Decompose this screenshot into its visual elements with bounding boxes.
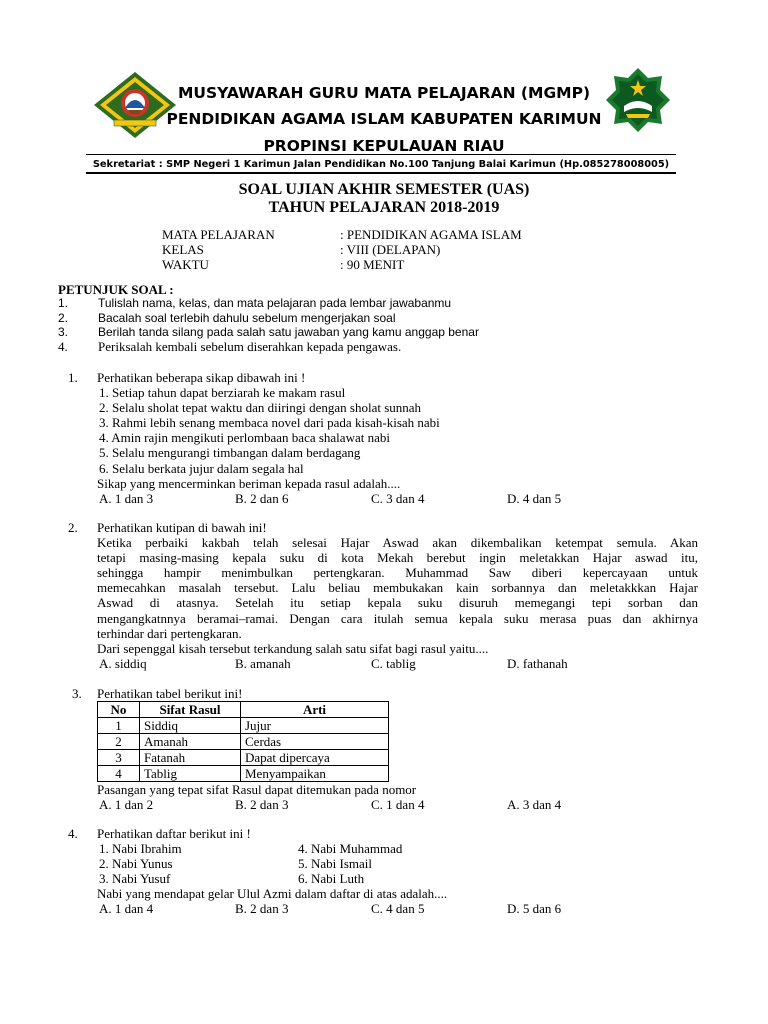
instruction-text: Periksalah kembali sebelum diserahkan kepada pengawas.	[98, 338, 402, 354]
option-c[interactable]: C. 1 dan 4	[371, 797, 425, 813]
question-stem	[68, 520, 698, 535]
passage-line: Ketika perbaiki kakbah telah selesai Hajar Aswad akan dikembalikan ketempat semula. Akan	[97, 535, 698, 551]
letterhead-line-3: PROPINSI KEPULAUAN RIAU	[263, 137, 505, 155]
option-a[interactable]: A. siddiq	[99, 655, 147, 671]
question-number: 2.	[68, 520, 78, 535]
answer-options	[68, 797, 643, 812]
table-row	[98, 766, 389, 782]
exam-info	[162, 227, 522, 272]
option-b[interactable]: B. amanah	[235, 655, 291, 671]
option-d[interactable]: D. fathanah	[507, 655, 568, 671]
question-text: Perhatikan beberapa sikap dibawah ini !	[97, 370, 306, 385]
prophet-item: 3. Nabi Yusuf	[99, 871, 171, 887]
list-item: 2. Selalu sholat tepat waktu dan diiringi dengan sholat sunnah	[99, 400, 422, 416]
prophet-item: 4. Nabi Muhammad	[298, 841, 403, 857]
table-row	[98, 734, 389, 750]
prophet-item: 1. Nabi Ibrahim	[99, 841, 182, 857]
list-item: 3. Rahmi lebih senang membaca novel dari pada kisah-kisah nabi	[99, 415, 440, 431]
question-text: Perhatikan kutipan di bawah ini!	[97, 520, 267, 535]
option-c[interactable]: C. 3 dan 4	[371, 490, 425, 506]
option-c[interactable]: C. tablig	[371, 655, 416, 671]
exam-title: SOAL UJIAN AKHIR SEMESTER (UAS)	[238, 181, 530, 198]
question-prompt: Sikap yang mencerminkan beriman kepada rasul adalah....	[97, 475, 401, 491]
passage-line: Aswad di atasnya. Setelah itu setiap kepala suku disuruh memegangi tepi sorban dan	[97, 595, 698, 611]
passage-line: tetapi masing-masing kepala suku di kota Mekah berebut ingin meletakkan Hajar aswad itu,	[97, 550, 698, 566]
prophet-item: 6. Nabi Luth	[298, 871, 365, 887]
option-b[interactable]: B. 2 dan 3	[235, 901, 289, 917]
table-cell: Cerdas	[241, 734, 389, 750]
option-a[interactable]: A. 1 dan 2	[99, 797, 154, 813]
question-prompt: Dari sepenggal kisah tersebut terkandung salah satu sifat bagi rasul yaitu....	[97, 640, 489, 656]
option-a[interactable]: A. 1 dan 4	[99, 901, 154, 917]
answer-options	[68, 491, 643, 506]
question-stem	[68, 370, 643, 385]
info-row	[162, 257, 522, 272]
passage-line: sehingga hampir menimbulkan pertengkaran. Muhammad Saw diberi kepercayaan untuk	[97, 565, 698, 581]
table-cell: Siddiq	[140, 718, 241, 734]
info-label: WAKTU	[162, 257, 209, 272]
list-item: 6. Selalu berkata jujur dalam segala hal	[99, 460, 304, 476]
question-stem	[68, 686, 643, 701]
question-text: Perhatikan daftar berikut ini !	[97, 826, 251, 841]
table-header: Arti	[241, 702, 389, 718]
instructions-list	[58, 296, 479, 354]
instruction-number: 2.	[58, 310, 69, 325]
question-prompt: Nabi yang mendapat gelar Ulul Azmi dalam daftar di atas adalah....	[97, 886, 448, 902]
option-a[interactable]: A. 1 dan 3	[99, 490, 154, 506]
sifat-rasul-table	[97, 701, 389, 782]
instructions-heading: PETUNJUK SOAL :	[58, 282, 174, 297]
letterhead	[0, 62, 768, 172]
instruction-item	[58, 296, 479, 311]
letterhead-line-2: PENDIDIKAN AGAMA ISLAM KABUPATEN KARIMUN	[166, 110, 602, 128]
question-2	[68, 520, 698, 671]
question-3	[68, 686, 643, 812]
question-stem	[68, 826, 643, 841]
table-cell: Fatanah	[140, 750, 241, 766]
passage-line: mengangkatnnya beramai–ramai. Dengan cara itulah semua kepala suku merasa puas dan akhirnya	[97, 610, 698, 626]
table-cell: 1	[98, 718, 140, 734]
info-value: : 90 MENIT	[340, 257, 405, 272]
table-header: Sifat Rasul	[140, 702, 241, 718]
question-number: 3.	[72, 686, 82, 701]
info-label: MATA PELAJARAN	[162, 227, 275, 242]
kabupaten-karimun-logo	[92, 70, 178, 140]
info-value: : VIII (DELAPAN)	[340, 242, 441, 257]
prophet-row	[68, 856, 643, 871]
table-header-row	[98, 702, 389, 718]
exam-year: TAHUN PELAJARAN 2018-2019	[268, 199, 500, 216]
instruction-text: Berilah tanda silang pada salah satu jawaban yang kamu anggap benar	[98, 325, 479, 339]
table-cell: Dapat dipercaya	[241, 750, 389, 766]
option-d[interactable]: D. 4 dan 5	[507, 490, 562, 506]
question-text: Perhatikan tabel berikut ini!	[97, 686, 243, 701]
table-row	[98, 718, 389, 734]
instruction-number: 1.	[58, 296, 69, 310]
option-b[interactable]: B. 2 dan 3	[235, 797, 289, 813]
table-cell: Tablig	[140, 766, 241, 782]
table-header: No	[98, 702, 140, 718]
instruction-number: 3.	[58, 325, 69, 339]
option-d[interactable]: A. 3 dan 4	[507, 797, 562, 813]
list-item: 5. Selalu mengurangi timbangan dalam berdagang	[99, 445, 361, 461]
prophet-row	[68, 871, 643, 886]
instruction-text: Tulislah nama, kelas, dan mata pelajaran pada lembar jawabanmu	[98, 296, 452, 310]
instruction-item	[58, 311, 479, 326]
prophet-row	[68, 841, 643, 856]
info-row	[162, 227, 522, 242]
table-cell: 4	[98, 766, 140, 782]
info-row	[162, 242, 522, 257]
story-passage	[68, 535, 698, 641]
question-1	[68, 370, 643, 506]
option-d[interactable]: D. 5 dan 6	[507, 901, 562, 917]
letterhead-rule-top	[86, 154, 676, 155]
list-item: 4. Amin rajin mengikuti perlombaan baca shalawat nabi	[99, 430, 390, 446]
instruction-item	[58, 325, 479, 340]
answer-options	[68, 656, 698, 671]
table-row	[98, 750, 389, 766]
question-4	[68, 826, 643, 917]
info-label: KELAS	[162, 242, 204, 257]
option-c[interactable]: C. 4 dan 5	[371, 901, 425, 917]
instruction-item	[58, 340, 479, 355]
answer-options	[68, 901, 643, 916]
instruction-text: Bacalah soal terlebih dahulu sebelum mengerjakan soal	[98, 310, 396, 325]
info-value: : PENDIDIKAN AGAMA ISLAM	[340, 227, 522, 242]
table-cell: Amanah	[140, 734, 241, 750]
prophet-item: 5. Nabi Ismail	[298, 856, 373, 872]
letterhead-line-1: MUSYAWARAH GURU MATA PELAJARAN (MGMP)	[177, 84, 591, 102]
instruction-number: 4.	[58, 338, 68, 354]
passage-line: memecahkan masalah tersebut. Lalu beliau membukakan kain sorbannya dan meletakkkan Hajar	[97, 580, 698, 596]
letterhead-rule-bottom	[86, 172, 676, 174]
list-item: 1. Setiap tahun dapat berziarah ke makam rasul	[99, 385, 346, 401]
question-number: 1.	[68, 370, 78, 385]
prophet-item: 2. Nabi Yunus	[99, 856, 173, 872]
table-cell: Jujur	[241, 718, 389, 734]
table-cell: 3	[98, 750, 140, 766]
secretariat-address: Sekretariat : SMP Negeri 1 Karimun Jalan Pendidikan No.100 Tanjung Balai Karimun (Hp.085278008005)	[92, 159, 670, 170]
question-prompt: Pasangan yang tepat sifat Rasul dapat ditemukan pada nomor	[97, 782, 417, 798]
table-cell: Menyampaikan	[241, 766, 389, 782]
table-cell: 2	[98, 734, 140, 750]
passage-line: terhindar dari pertengkaran.	[97, 625, 242, 641]
question-number: 4.	[68, 826, 78, 841]
option-b[interactable]: B. 2 dan 6	[235, 490, 289, 506]
